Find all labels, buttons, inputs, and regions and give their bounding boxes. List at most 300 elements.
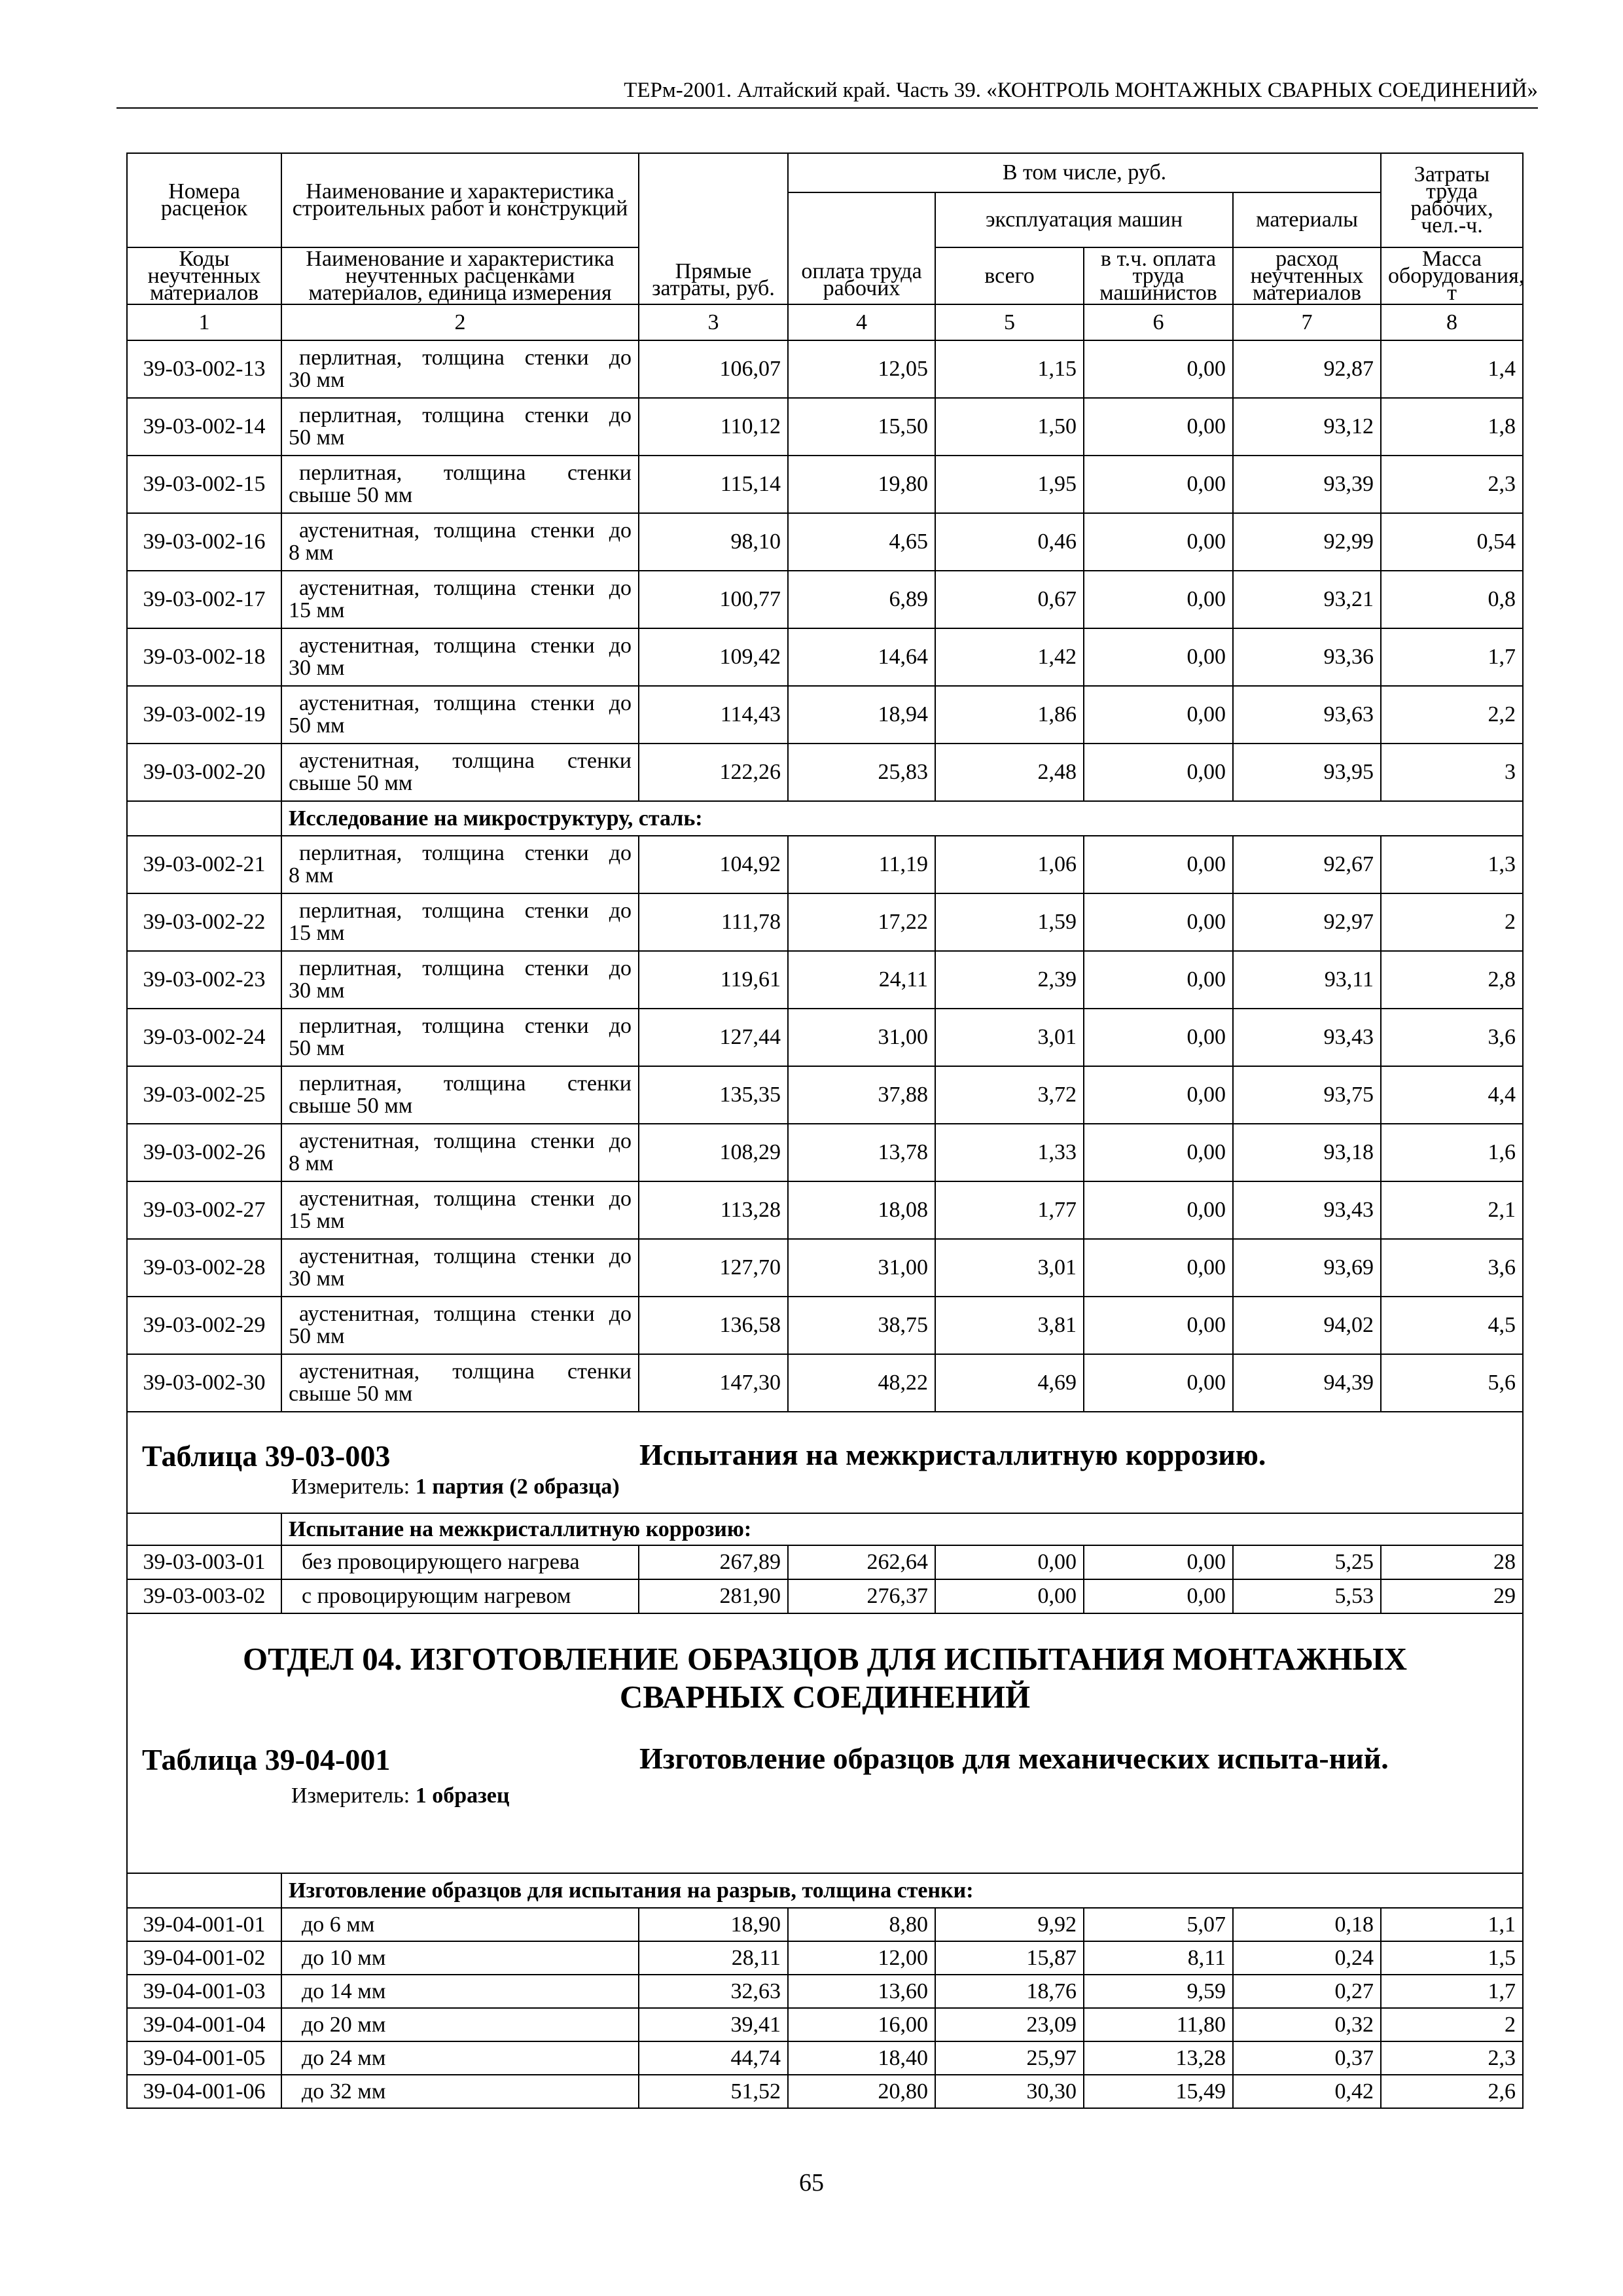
measure-label: Измеритель: bbox=[291, 1475, 410, 1499]
value-cell: 24,11 bbox=[788, 951, 935, 1009]
value-cell: 16,00 bbox=[788, 2008, 935, 2041]
value-cell: 127,70 bbox=[639, 1239, 788, 1297]
work-name bbox=[281, 628, 639, 686]
value-cell: 1,95 bbox=[935, 456, 1084, 513]
table-row bbox=[127, 1124, 1523, 1181]
value-cell: 104,92 bbox=[639, 836, 788, 893]
measure-value: 1 образец bbox=[415, 1784, 510, 1808]
value-cell: 1,59 bbox=[935, 893, 1084, 951]
value-cell: 0,00 bbox=[1084, 1066, 1233, 1124]
value-cell: 3,01 bbox=[935, 1009, 1084, 1066]
work-name bbox=[281, 1239, 639, 1297]
value-cell: 110,12 bbox=[639, 398, 788, 456]
value-cell: 2,8 bbox=[1381, 951, 1523, 1009]
work-name-line1: перлитная, толщина стенки до bbox=[299, 346, 632, 370]
col-number: 7 bbox=[1233, 304, 1381, 340]
value-cell: 0,67 bbox=[935, 571, 1084, 628]
table-row bbox=[127, 744, 1523, 801]
table-row bbox=[127, 1579, 1523, 1613]
department-block bbox=[127, 1613, 1523, 1908]
value-cell: 3,6 bbox=[1381, 1009, 1523, 1066]
col1-top-header: Номера расценок bbox=[127, 153, 281, 247]
col3-header: Прямые затраты, руб. bbox=[639, 153, 788, 304]
value-cell: 2,3 bbox=[1381, 2041, 1523, 2075]
work-name-line2: 50 мм bbox=[289, 425, 345, 450]
value-cell: 108,29 bbox=[639, 1124, 788, 1181]
rate-code: 39-03-002-24 bbox=[127, 1009, 281, 1066]
value-cell: 1,4 bbox=[1381, 340, 1523, 398]
value-cell: 1,77 bbox=[935, 1181, 1084, 1239]
value-cell: 31,00 bbox=[788, 1239, 935, 1297]
work-name-line1: перлитная, толщина стенки до bbox=[299, 1014, 632, 1038]
value-cell: 0,00 bbox=[935, 1545, 1084, 1579]
col-number: 2 bbox=[281, 304, 639, 340]
value-cell: 94,02 bbox=[1233, 1297, 1381, 1354]
table-row bbox=[127, 686, 1523, 744]
table-row bbox=[127, 1066, 1523, 1124]
rate-code: 39-03-002-23 bbox=[127, 951, 281, 1009]
work-name-line2: 8 мм bbox=[289, 541, 334, 565]
value-cell: 93,36 bbox=[1233, 628, 1381, 686]
work-name-line1: перлитная, толщина стенки bbox=[299, 1071, 632, 1096]
work-name-line2: 30 мм bbox=[289, 978, 345, 1003]
value-cell: 0,00 bbox=[1084, 836, 1233, 893]
value-cell: 25,97 bbox=[935, 2041, 1084, 2075]
value-cell: 276,37 bbox=[788, 1579, 935, 1613]
page-number: 65 bbox=[799, 2169, 824, 2197]
value-cell: 30,30 bbox=[935, 2075, 1084, 2108]
rate-code: 39-03-002-22 bbox=[127, 893, 281, 951]
rate-code: 39-03-002-25 bbox=[127, 1066, 281, 1124]
table-row bbox=[127, 1545, 1523, 1579]
work-name-line1: перлитная, толщина стенки bbox=[299, 461, 632, 485]
incl-header: В том числе, руб. bbox=[788, 153, 1381, 192]
work-name bbox=[281, 836, 639, 893]
value-cell: 100,77 bbox=[639, 571, 788, 628]
value-cell: 28 bbox=[1381, 1545, 1523, 1579]
table3-rows bbox=[127, 1545, 1523, 1613]
table-header bbox=[127, 153, 1523, 340]
value-cell: 94,39 bbox=[1233, 1354, 1381, 1412]
table-row bbox=[127, 1297, 1523, 1354]
rate-code: 39-03-002-30 bbox=[127, 1354, 281, 1412]
value-cell: 93,11 bbox=[1233, 951, 1381, 1009]
work-name-line1: аустенитная, толщина стенки bbox=[299, 749, 632, 773]
value-cell: 93,39 bbox=[1233, 456, 1381, 513]
work-name bbox=[281, 340, 639, 398]
section-heading: Изготовление образцов для испытания на разрыв, толщина стенки: bbox=[281, 1873, 1523, 1908]
value-cell: 93,69 bbox=[1233, 1239, 1381, 1297]
col8-top-header: Затраты труда рабочих, чел.-ч. bbox=[1381, 153, 1523, 247]
value-cell: 122,26 bbox=[639, 744, 788, 801]
table-row bbox=[127, 2008, 1523, 2041]
table-row bbox=[127, 893, 1523, 951]
value-cell: 2,2 bbox=[1381, 686, 1523, 744]
measure-line bbox=[128, 1473, 1522, 1501]
col1-bottom-header: Коды неучтенных материалов bbox=[127, 247, 281, 304]
value-cell: 0,00 bbox=[1084, 340, 1233, 398]
col2-bottom-header: Наименование и характеристика неучтенных расценками материалов, единица измерения bbox=[281, 247, 639, 304]
value-cell: 0,8 bbox=[1381, 571, 1523, 628]
value-cell: 0,37 bbox=[1233, 2041, 1381, 2075]
value-cell: 0,00 bbox=[1084, 398, 1233, 456]
table-row bbox=[127, 1975, 1523, 2008]
value-cell: 25,83 bbox=[788, 744, 935, 801]
running-header: ТЕРм-2001. Алтайский край. Часть 39. «КОНТРОЛЬ МОНТАЖНЫХ СВАРНЫХ СОЕДИНЕНИЙ» bbox=[116, 73, 1538, 109]
work-name bbox=[281, 951, 639, 1009]
rate-code: 39-03-002-18 bbox=[127, 628, 281, 686]
col2-top-header: Наименование и характеристика строительных работ и конструкций bbox=[281, 153, 639, 247]
rate-code: 39-03-002-20 bbox=[127, 744, 281, 801]
work-name bbox=[281, 398, 639, 456]
value-cell: 92,97 bbox=[1233, 893, 1381, 951]
materials-header: материалы bbox=[1233, 192, 1381, 247]
value-cell: 0,00 bbox=[1084, 1009, 1233, 1066]
value-cell: 0,00 bbox=[1084, 744, 1233, 801]
value-cell: 2,3 bbox=[1381, 456, 1523, 513]
section-heading: Испытание на межкристаллитную коррозию: bbox=[281, 1513, 1523, 1545]
value-cell: 32,63 bbox=[639, 1975, 788, 2008]
value-cell: 13,78 bbox=[788, 1124, 935, 1181]
value-cell: 147,30 bbox=[639, 1354, 788, 1412]
value-cell: 0,00 bbox=[1084, 571, 1233, 628]
value-cell: 0,00 bbox=[1084, 1297, 1233, 1354]
table-row bbox=[127, 1941, 1523, 1975]
value-cell: 15,49 bbox=[1084, 2075, 1233, 2108]
value-cell: 1,42 bbox=[935, 628, 1084, 686]
rate-code: 39-03-002-21 bbox=[127, 836, 281, 893]
value-cell: 5,53 bbox=[1233, 1579, 1381, 1613]
work-name: до 14 мм bbox=[281, 1975, 639, 2008]
col-number: 8 bbox=[1381, 304, 1523, 340]
value-cell: 93,75 bbox=[1233, 1066, 1381, 1124]
col-number: 5 bbox=[935, 304, 1084, 340]
measure-label: Измеритель: bbox=[291, 1784, 410, 1808]
value-cell: 111,78 bbox=[639, 893, 788, 951]
value-cell: 1,33 bbox=[935, 1124, 1084, 1181]
value-cell: 0,54 bbox=[1381, 513, 1523, 571]
value-cell: 28,11 bbox=[639, 1941, 788, 1975]
value-cell: 0,00 bbox=[1084, 686, 1233, 744]
rate-code: 39-04-001-05 bbox=[127, 2041, 281, 2075]
table3-block bbox=[127, 1412, 1523, 1545]
value-cell: 92,99 bbox=[1233, 513, 1381, 571]
value-cell: 93,18 bbox=[1233, 1124, 1381, 1181]
table-row bbox=[127, 836, 1523, 893]
value-cell: 93,63 bbox=[1233, 686, 1381, 744]
value-cell: 109,42 bbox=[639, 628, 788, 686]
work-name bbox=[281, 1124, 639, 1181]
work-name-line2: 50 мм bbox=[289, 1324, 345, 1348]
work-name-line2: 8 мм bbox=[289, 863, 334, 888]
rate-code: 39-03-002-17 bbox=[127, 571, 281, 628]
value-cell: 0,00 bbox=[1084, 1181, 1233, 1239]
value-cell: 93,21 bbox=[1233, 571, 1381, 628]
value-cell: 1,5 bbox=[1381, 1941, 1523, 1975]
value-cell: 1,50 bbox=[935, 398, 1084, 456]
table-row bbox=[127, 2075, 1523, 2108]
rate-code: 39-04-001-02 bbox=[127, 1941, 281, 1975]
col-number: 4 bbox=[788, 304, 935, 340]
block1-rows bbox=[127, 340, 1523, 801]
value-cell: 1,06 bbox=[935, 836, 1084, 893]
value-cell: 18,40 bbox=[788, 2041, 935, 2075]
value-cell: 38,75 bbox=[788, 1297, 935, 1354]
section-heading: Исследование на микроструктуру, сталь: bbox=[281, 801, 1523, 836]
work-name-line2: 50 мм bbox=[289, 713, 345, 738]
table-title: Изготовление образцов для механических испыта-ний. bbox=[639, 1742, 1389, 1775]
table-number: Таблица 39-04-001 bbox=[142, 1743, 391, 1776]
value-cell: 1,6 bbox=[1381, 1124, 1523, 1181]
value-cell: 13,28 bbox=[1084, 2041, 1233, 2075]
value-cell: 2 bbox=[1381, 2008, 1523, 2041]
value-cell: 0,00 bbox=[1084, 893, 1233, 951]
work-name bbox=[281, 1009, 639, 1066]
value-cell: 11,80 bbox=[1084, 2008, 1233, 2041]
table-row bbox=[127, 398, 1523, 456]
value-cell: 4,69 bbox=[935, 1354, 1084, 1412]
work-name: до 24 мм bbox=[281, 2041, 639, 2075]
value-cell: 0,00 bbox=[1084, 1354, 1233, 1412]
work-name-line2: свыше 50 мм bbox=[289, 771, 413, 795]
value-cell: 0,00 bbox=[1084, 1239, 1233, 1297]
value-cell: 1,7 bbox=[1381, 1975, 1523, 2008]
value-cell: 9,59 bbox=[1084, 1975, 1233, 2008]
value-cell: 0,18 bbox=[1233, 1908, 1381, 1941]
table-row bbox=[127, 571, 1523, 628]
table-title: Испытания на межкристаллитную коррозию. bbox=[639, 1438, 1266, 1471]
value-cell: 8,80 bbox=[788, 1908, 935, 1941]
value-cell: 106,07 bbox=[639, 340, 788, 398]
value-cell: 267,89 bbox=[639, 1545, 788, 1579]
value-cell: 9,92 bbox=[935, 1908, 1084, 1941]
value-cell: 12,05 bbox=[788, 340, 935, 398]
work-name-line2: 15 мм bbox=[289, 1209, 345, 1233]
work-name: без провоцирующего нагрева bbox=[281, 1545, 639, 1579]
work-name bbox=[281, 571, 639, 628]
work-name bbox=[281, 1297, 639, 1354]
table-number: Таблица 39-03-003 bbox=[142, 1439, 391, 1473]
col7-header: расход неучтенных материалов bbox=[1233, 247, 1381, 304]
rate-code: 39-03-003-02 bbox=[127, 1579, 281, 1613]
value-cell: 0,24 bbox=[1233, 1941, 1381, 1975]
work-name bbox=[281, 1181, 639, 1239]
value-cell: 262,64 bbox=[788, 1545, 935, 1579]
table-row bbox=[127, 951, 1523, 1009]
value-cell: 2,1 bbox=[1381, 1181, 1523, 1239]
value-cell: 5,07 bbox=[1084, 1908, 1233, 1941]
work-name: до 20 мм bbox=[281, 2008, 639, 2041]
value-cell: 6,89 bbox=[788, 571, 935, 628]
col5-header: всего bbox=[935, 247, 1084, 304]
table4-title-block bbox=[127, 1613, 1523, 1873]
work-name-line2: свыше 50 мм bbox=[289, 1382, 413, 1406]
value-cell: 11,19 bbox=[788, 836, 935, 893]
value-cell: 19,80 bbox=[788, 456, 935, 513]
work-name-line1: аустенитная, толщина стенки до bbox=[299, 1302, 632, 1326]
value-cell: 3,6 bbox=[1381, 1239, 1523, 1297]
work-name-line1: аустенитная, толщина стенки до bbox=[299, 1129, 632, 1153]
value-cell: 13,60 bbox=[788, 1975, 935, 2008]
value-cell: 37,88 bbox=[788, 1066, 935, 1124]
work-name bbox=[281, 456, 639, 513]
value-cell: 3,81 bbox=[935, 1297, 1084, 1354]
rates-table bbox=[126, 152, 1524, 2109]
value-cell: 3,01 bbox=[935, 1239, 1084, 1297]
work-name-line2: свыше 50 мм bbox=[289, 1094, 413, 1118]
value-cell: 0,00 bbox=[1084, 951, 1233, 1009]
value-cell: 12,00 bbox=[788, 1941, 935, 1975]
block2-rows bbox=[127, 836, 1523, 1412]
table3-title-block bbox=[127, 1412, 1523, 1513]
work-name-line1: перлитная, толщина стенки до bbox=[299, 841, 632, 865]
value-cell: 51,52 bbox=[639, 2075, 788, 2108]
table-row bbox=[127, 1354, 1523, 1412]
rate-code: 39-03-002-28 bbox=[127, 1239, 281, 1297]
work-name-line1: аустенитная, толщина стенки до bbox=[299, 1187, 632, 1211]
table-row bbox=[127, 2041, 1523, 2075]
micro-section bbox=[127, 801, 1523, 836]
rate-code: 39-03-002-13 bbox=[127, 340, 281, 398]
value-cell: 92,67 bbox=[1233, 836, 1381, 893]
rate-code: 39-04-001-04 bbox=[127, 2008, 281, 2041]
table-row bbox=[127, 340, 1523, 398]
department-heading: ОТДЕЛ 04. ИЗГОТОВЛЕНИЕ ОБРАЗЦОВ ДЛЯ ИСПЫТАНИЯ МОНТАЖНЫХ СВАРНЫХ СОЕДИНЕНИЙ bbox=[242, 1641, 1408, 1715]
value-cell: 1,7 bbox=[1381, 628, 1523, 686]
table-row bbox=[127, 1009, 1523, 1066]
rate-code: 39-04-001-01 bbox=[127, 1908, 281, 1941]
value-cell: 5,25 bbox=[1233, 1545, 1381, 1579]
rate-code: 39-03-002-15 bbox=[127, 456, 281, 513]
work-name-line1: аустенитная, толщина стенки до bbox=[299, 518, 632, 543]
value-cell: 1,15 bbox=[935, 340, 1084, 398]
measure-value: 1 партия (2 образца) bbox=[415, 1475, 620, 1499]
value-cell: 1,8 bbox=[1381, 398, 1523, 456]
value-cell: 0,46 bbox=[935, 513, 1084, 571]
col-number: 3 bbox=[639, 304, 788, 340]
value-cell: 1,3 bbox=[1381, 836, 1523, 893]
value-cell: 281,90 bbox=[639, 1579, 788, 1613]
value-cell: 92,87 bbox=[1233, 340, 1381, 398]
value-cell: 48,22 bbox=[788, 1354, 935, 1412]
work-name-line1: перлитная, толщина стенки до bbox=[299, 956, 632, 980]
value-cell: 31,00 bbox=[788, 1009, 935, 1066]
value-cell: 29 bbox=[1381, 1579, 1523, 1613]
rate-code: 39-03-002-29 bbox=[127, 1297, 281, 1354]
work-name-line1: перлитная, толщина стенки до bbox=[299, 899, 632, 923]
work-name bbox=[281, 744, 639, 801]
col8-bottom-header: Масса оборудования, т bbox=[1381, 247, 1523, 304]
value-cell: 14,64 bbox=[788, 628, 935, 686]
value-cell: 18,76 bbox=[935, 1975, 1084, 2008]
value-cell: 39,41 bbox=[639, 2008, 788, 2041]
work-name-line2: 15 мм bbox=[289, 598, 345, 622]
value-cell: 127,44 bbox=[639, 1009, 788, 1066]
work-name-line2: 30 мм bbox=[289, 656, 345, 680]
work-name: до 32 мм bbox=[281, 2075, 639, 2108]
rate-code: 39-03-002-26 bbox=[127, 1124, 281, 1181]
work-name-line1: аустенитная, толщина стенки до bbox=[299, 576, 632, 600]
table-row bbox=[127, 513, 1523, 571]
value-cell: 20,80 bbox=[788, 2075, 935, 2108]
rate-code: 39-03-002-27 bbox=[127, 1181, 281, 1239]
value-cell: 4,4 bbox=[1381, 1066, 1523, 1124]
value-cell: 0,00 bbox=[1084, 1124, 1233, 1181]
value-cell: 0,00 bbox=[1084, 1579, 1233, 1613]
value-cell: 44,74 bbox=[639, 2041, 788, 2075]
col4-header: оплата труда рабочих bbox=[788, 192, 935, 304]
table4-rows bbox=[127, 1908, 1523, 2108]
value-cell: 18,90 bbox=[639, 1908, 788, 1941]
work-name bbox=[281, 1066, 639, 1124]
value-cell: 114,43 bbox=[639, 686, 788, 744]
value-cell: 4,5 bbox=[1381, 1297, 1523, 1354]
value-cell: 0,00 bbox=[1084, 1545, 1233, 1579]
value-cell: 17,22 bbox=[788, 893, 935, 951]
table-row bbox=[127, 456, 1523, 513]
value-cell: 93,12 bbox=[1233, 398, 1381, 456]
value-cell: 15,50 bbox=[788, 398, 935, 456]
machines-header: эксплуатация машин bbox=[935, 192, 1233, 247]
value-cell: 115,14 bbox=[639, 456, 788, 513]
work-name-line2: 50 мм bbox=[289, 1036, 345, 1060]
work-name-line1: аустенитная, толщина стенки до bbox=[299, 691, 632, 715]
work-name-line2: 15 мм bbox=[289, 921, 345, 945]
value-cell: 98,10 bbox=[639, 513, 788, 571]
value-cell: 0,00 bbox=[935, 1579, 1084, 1613]
col-number: 1 bbox=[127, 304, 281, 340]
work-name bbox=[281, 1354, 639, 1412]
work-name-line2: 30 мм bbox=[289, 368, 345, 392]
table-row bbox=[127, 1181, 1523, 1239]
work-name-line2: 30 мм bbox=[289, 1266, 345, 1291]
value-cell: 5,6 bbox=[1381, 1354, 1523, 1412]
value-cell: 0,42 bbox=[1233, 2075, 1381, 2108]
value-cell: 8,11 bbox=[1084, 1941, 1233, 1975]
rate-code: 39-04-001-03 bbox=[127, 1975, 281, 2008]
work-name bbox=[281, 893, 639, 951]
measure-line bbox=[128, 1777, 1522, 1810]
col-number: 6 bbox=[1084, 304, 1233, 340]
value-cell: 1,1 bbox=[1381, 1908, 1523, 1941]
table-row bbox=[127, 1908, 1523, 1941]
table-row bbox=[127, 1239, 1523, 1297]
work-name-line1: аустенитная, толщина стенки до bbox=[299, 634, 632, 658]
value-cell: 1,86 bbox=[935, 686, 1084, 744]
work-name: до 10 мм bbox=[281, 1941, 639, 1975]
table-row bbox=[127, 628, 1523, 686]
value-cell: 2,39 bbox=[935, 951, 1084, 1009]
work-name: до 6 мм bbox=[281, 1908, 639, 1941]
value-cell: 2,6 bbox=[1381, 2075, 1523, 2108]
work-name bbox=[281, 513, 639, 571]
work-name bbox=[281, 686, 639, 744]
col6-header: в т.ч. оплата труда машинистов bbox=[1084, 247, 1233, 304]
value-cell: 0,00 bbox=[1084, 456, 1233, 513]
value-cell: 4,65 bbox=[788, 513, 935, 571]
value-cell: 113,28 bbox=[639, 1181, 788, 1239]
value-cell: 93,43 bbox=[1233, 1009, 1381, 1066]
value-cell: 93,95 bbox=[1233, 744, 1381, 801]
work-name-line1: аустенитная, толщина стенки bbox=[299, 1359, 632, 1384]
value-cell: 3 bbox=[1381, 744, 1523, 801]
rate-code: 39-03-002-16 bbox=[127, 513, 281, 571]
value-cell: 15,87 bbox=[935, 1941, 1084, 1975]
value-cell: 0,00 bbox=[1084, 628, 1233, 686]
value-cell: 18,94 bbox=[788, 686, 935, 744]
work-name-line1: перлитная, толщина стенки до bbox=[299, 403, 632, 427]
value-cell: 119,61 bbox=[639, 951, 788, 1009]
